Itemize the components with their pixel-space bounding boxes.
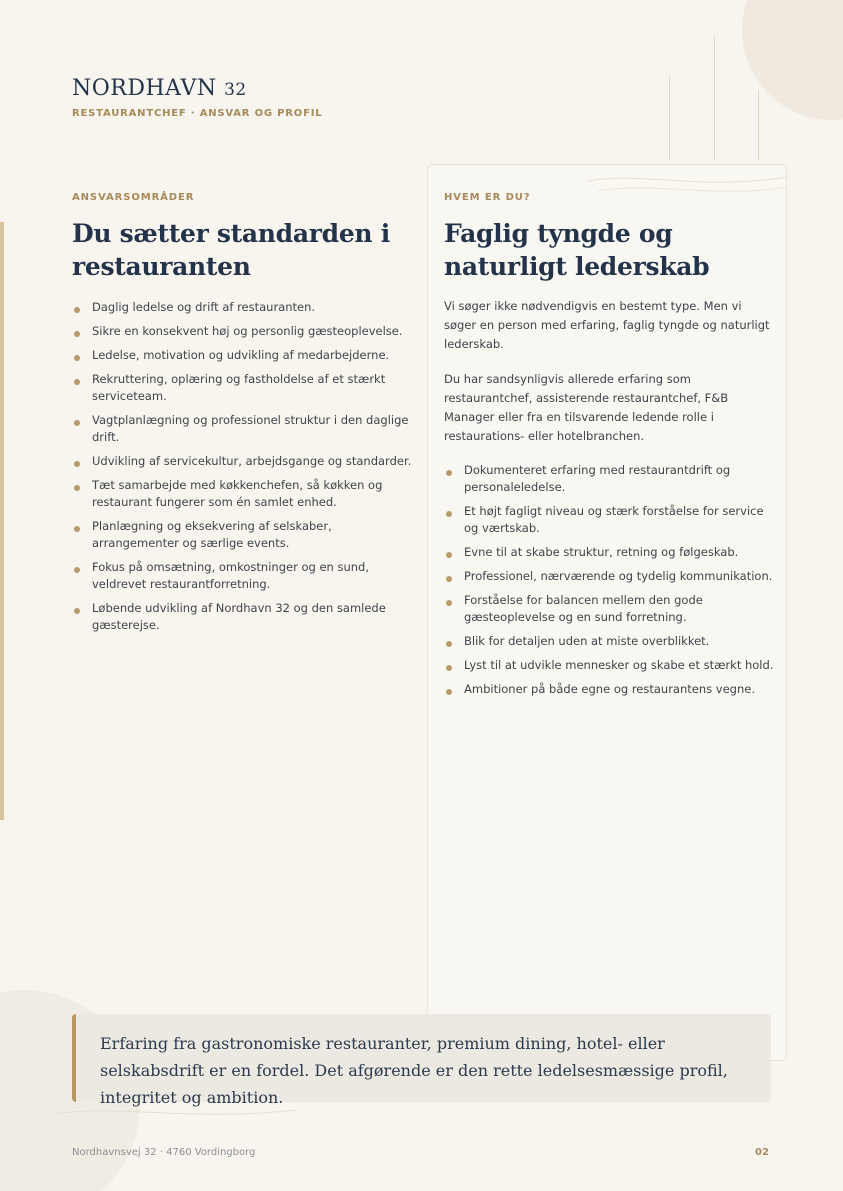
list-item-text: Dokumenteret erfaring med restaurantdrift og personaleledelse.: [464, 463, 731, 494]
list-item-text: Daglig ledelse og drift af restauranten.: [92, 300, 316, 314]
list-item: [444, 544, 774, 561]
profile-section: [444, 192, 774, 705]
list-item: [444, 657, 774, 674]
bullet-icon: [446, 600, 452, 606]
logo-number: 32: [224, 80, 247, 100]
footer-address: Nordhavnsvej 32 · 4760 Vordingborg: [72, 1147, 256, 1158]
document-subtitle: RESTAURANTCHEF · ANSVAR OG PROFIL: [72, 108, 323, 119]
section-heading: Faglig tyngde og naturligt lederskab: [444, 219, 710, 281]
bullet-icon: [74, 485, 80, 491]
bullet-icon: [446, 665, 452, 671]
list-item: [72, 299, 412, 316]
list-item-text: Vagtplanlægning og professionel struktur i den daglige drift.: [92, 413, 409, 444]
list-item: [444, 568, 774, 585]
list-item-text: Blik for detaljen uden at miste overblikket.: [464, 634, 710, 648]
section-eyebrow: HVEM ER DU?: [444, 192, 531, 203]
list-item: [72, 347, 412, 364]
list-item: [72, 477, 412, 511]
page-number: 02: [755, 1147, 769, 1158]
logo-text: NORDHAVN: [72, 76, 217, 101]
list-item: [72, 412, 412, 446]
list-item: [444, 633, 774, 650]
brand-logo: [72, 76, 247, 101]
highlight-quote: [72, 1014, 771, 1107]
bullet-icon: [446, 689, 452, 695]
list-item-text: Ambitioner på både egne og restaurantens vegne.: [464, 682, 755, 696]
responsibilities-list: [72, 299, 412, 634]
section-eyebrow: ANSVARSOMRÅDER: [72, 192, 195, 203]
list-item: [72, 600, 412, 634]
quote-text: Erfaring fra gastronomiske restauranter, premium dining, hotel- eller selskabsdrift er en fordel. Det afgørende er den rette ledelsesmæssige profil, integritet og ambition.: [100, 1034, 728, 1107]
intro-paragraph: Vi søger ikke nødvendigvis en bestemt type. Men vi søger en person med erfaring, faglig tyngde og naturligt lederskab.: [444, 299, 770, 351]
bullet-icon: [74, 379, 80, 385]
list-item-text: Udvikling af servicekultur, arbejdsgange og standarder.: [92, 454, 412, 468]
list-item-text: Professionel, nærværende og tydelig kommunikation.: [464, 569, 773, 583]
list-item: [444, 592, 774, 626]
section-heading: Du sætter standarden i restauranten: [72, 219, 390, 281]
list-item-text: Planlægning og eksekvering af selskaber, arrangementer og særlige events.: [92, 519, 332, 550]
bullet-icon: [446, 470, 452, 476]
bullet-icon: [74, 307, 80, 313]
bullet-icon: [446, 576, 452, 582]
bullet-icon: [446, 641, 452, 647]
bullet-icon: [74, 420, 80, 426]
bullet-icon: [74, 461, 80, 467]
list-item-text: Løbende udvikling af Nordhavn 32 og den samlede gæsterejse.: [92, 601, 386, 632]
bullet-icon: [74, 355, 80, 361]
list-item: [72, 371, 412, 405]
bullet-icon: [74, 608, 80, 614]
bullet-icon: [74, 526, 80, 532]
qualifications-list: [444, 462, 774, 698]
list-item-text: Rekruttering, oplæring og fastholdelse af et stærkt serviceteam.: [92, 372, 386, 403]
list-item-text: Lyst til at udvikle mennesker og skabe et stærkt hold.: [464, 658, 774, 672]
responsibilities-section: [72, 192, 412, 641]
list-item-text: Tæt samarbejde med køkkenchefen, så køkken og restaurant fungerer som én samlet enhed.: [92, 478, 383, 509]
list-item: [444, 462, 774, 496]
list-item-text: Fokus på omsætning, omkostninger og en sund, veldrevet restaurantforretning.: [92, 560, 369, 591]
decorative-line: [669, 76, 670, 160]
list-item-text: Ledelse, motivation og udvikling af medarbejderne.: [92, 348, 390, 362]
decorative-swirl: [55, 1100, 295, 1124]
list-item: [444, 503, 774, 537]
list-item-text: Evne til at skabe struktur, retning og følgeskab.: [464, 545, 739, 559]
bullet-icon: [446, 552, 452, 558]
list-item-text: Sikre en konsekvent høj og personlig gæsteoplevelse.: [92, 324, 403, 338]
experience-paragraph: Du har sandsynligvis allerede erfaring som restaurantchef, assisterende restaurantchef, F&B Manager eller fra en tilsvarende ledende rolle i restaurations- eller hotelbranchen.: [444, 372, 729, 443]
list-item-text: Et højt fagligt niveau og stærk forståelse for service og værtskab.: [464, 504, 764, 535]
list-item: [72, 453, 412, 470]
list-item: [72, 559, 412, 593]
list-item: [72, 323, 412, 340]
decorative-side-bar: [0, 222, 4, 820]
decorative-line: [758, 90, 759, 160]
list-item: [444, 681, 774, 698]
list-item: [72, 518, 412, 552]
decorative-line: [714, 36, 715, 160]
bullet-icon: [74, 567, 80, 573]
bullet-icon: [74, 331, 80, 337]
list-item-text: Forståelse for balancen mellem den gode gæsteoplevelse og en sund forretning.: [464, 593, 703, 624]
bullet-icon: [446, 511, 452, 517]
